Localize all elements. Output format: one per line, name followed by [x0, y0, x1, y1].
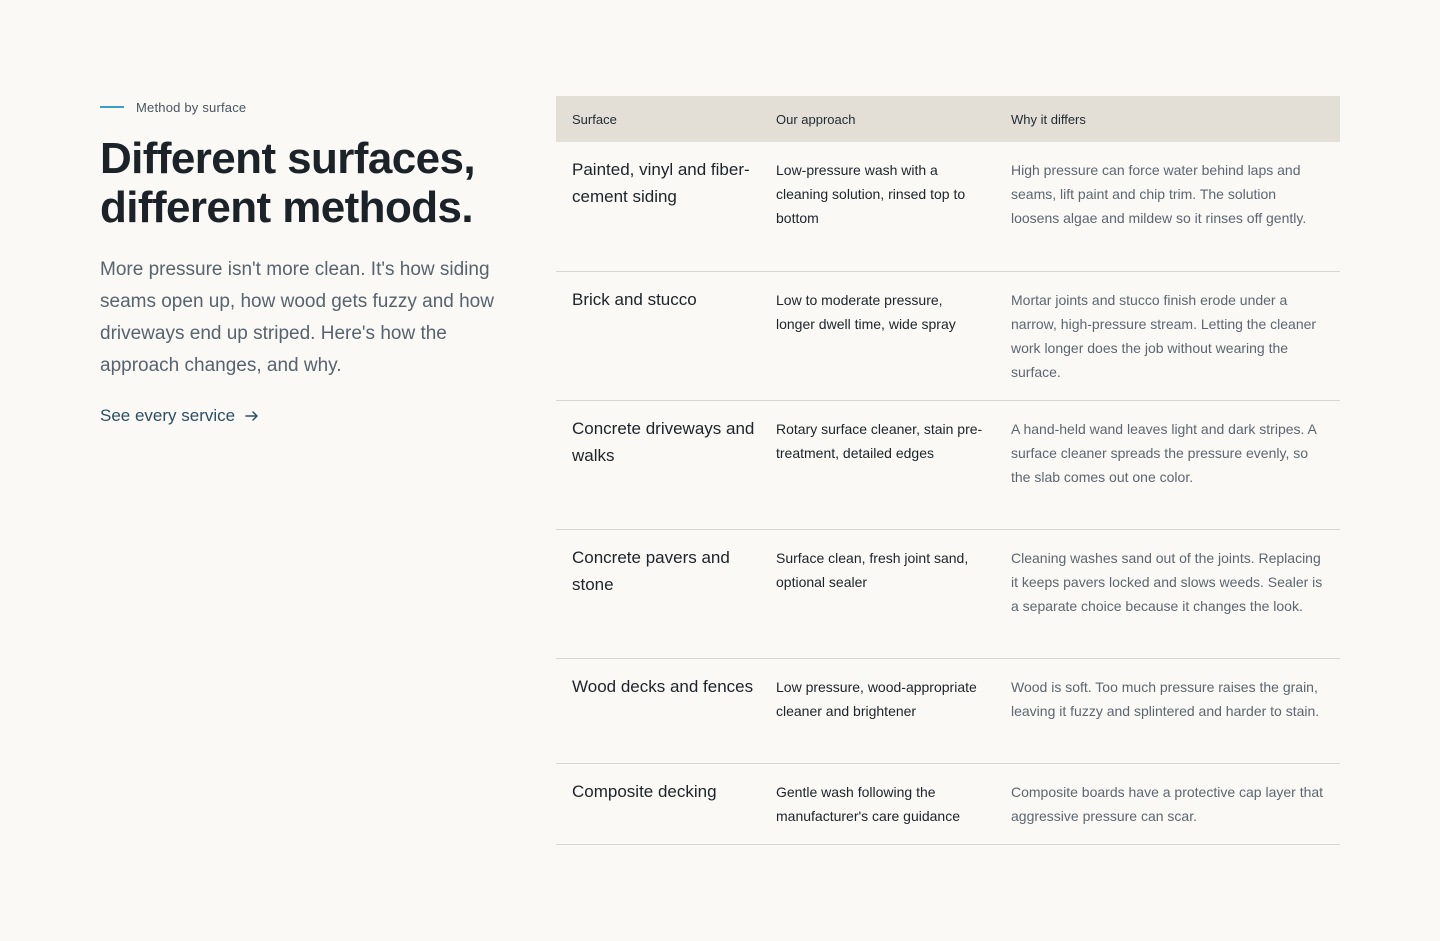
- why-cell: Mortar joints and stucco finish erode under a narrow, high-pressure stream. Letting the cleaner work longer does the job without wearing the surface.: [1011, 292, 1317, 380]
- approach-cell: Rotary surface cleaner, stain pre-treatment, detailed edges: [776, 421, 983, 461]
- approach-cell: Low to moderate pressure, longer dwell time, wide spray: [776, 292, 956, 332]
- intro-section: [100, 96, 510, 426]
- page-title-line-2: different methods.: [100, 183, 473, 232]
- see-every-service-label: See every service: [100, 406, 236, 425]
- approach-cell: Low-pressure wash with a cleaning solution, rinsed top to bottom: [776, 162, 966, 226]
- eyebrow: [100, 96, 510, 118]
- table-row: [556, 401, 1340, 530]
- why-cell: Composite boards have a protective cap layer that aggressive pressure can scar.: [1011, 784, 1324, 824]
- eyebrow-accent-line: [100, 106, 124, 108]
- page-title-line-1: Different surfaces,: [100, 134, 475, 183]
- approach-cell: Low pressure, wood-appropriate cleaner and brightener: [776, 679, 977, 719]
- surface-cell: Painted, vinyl and fiber-cement siding: [572, 160, 750, 206]
- surface-cell: Brick and stucco: [572, 290, 697, 309]
- column-header-why: Why it differs: [1011, 111, 1086, 127]
- approach-cell: Gentle wash following the manufacturer's care guidance: [776, 784, 960, 824]
- page-title: [100, 134, 510, 232]
- see-every-service-link[interactable]: [100, 406, 259, 426]
- surface-cell: Composite decking: [572, 782, 717, 801]
- approach-cell: Surface clean, fresh joint sand, optional sealer: [776, 550, 969, 590]
- surface-methods-table: [556, 96, 1340, 845]
- column-header-approach: Our approach: [776, 111, 856, 127]
- eyebrow-label: Method by surface: [136, 99, 247, 115]
- table-row: [556, 142, 1340, 272]
- table-row: [556, 530, 1340, 659]
- why-cell: A hand-held wand leaves light and dark stripes. A surface cleaner spreads the pressure evenly, so the slab comes out one color.: [1011, 421, 1317, 485]
- table-header: [556, 96, 1340, 142]
- intro-paragraph: More pressure isn't more clean. It's how siding seams open up, how wood gets fuzzy and how driveways end up striped. Here's how the approach changes, and why.: [100, 259, 494, 376]
- table-row: [556, 659, 1340, 764]
- why-cell: Cleaning washes sand out of the joints. Replacing it keeps pavers locked and slows weeds. Sealer is a separate choice because it changes the look.: [1011, 550, 1323, 614]
- surface-cell: Wood decks and fences: [572, 677, 754, 696]
- table-row: [556, 764, 1340, 845]
- arrow-right-icon: [245, 410, 259, 422]
- why-cell: High pressure can force water behind laps and seams, lift paint and chip trim. The solution loosens algae and mildew so it rinses off gently.: [1011, 162, 1307, 226]
- surface-cell: Concrete pavers and stone: [572, 548, 730, 594]
- surface-cell: Concrete driveways and walks: [572, 419, 755, 465]
- why-cell: Wood is soft. Too much pressure raises the grain, leaving it fuzzy and splintered and harder to stain.: [1011, 679, 1320, 719]
- table-row: [556, 272, 1340, 401]
- column-header-surface: Surface: [572, 111, 617, 127]
